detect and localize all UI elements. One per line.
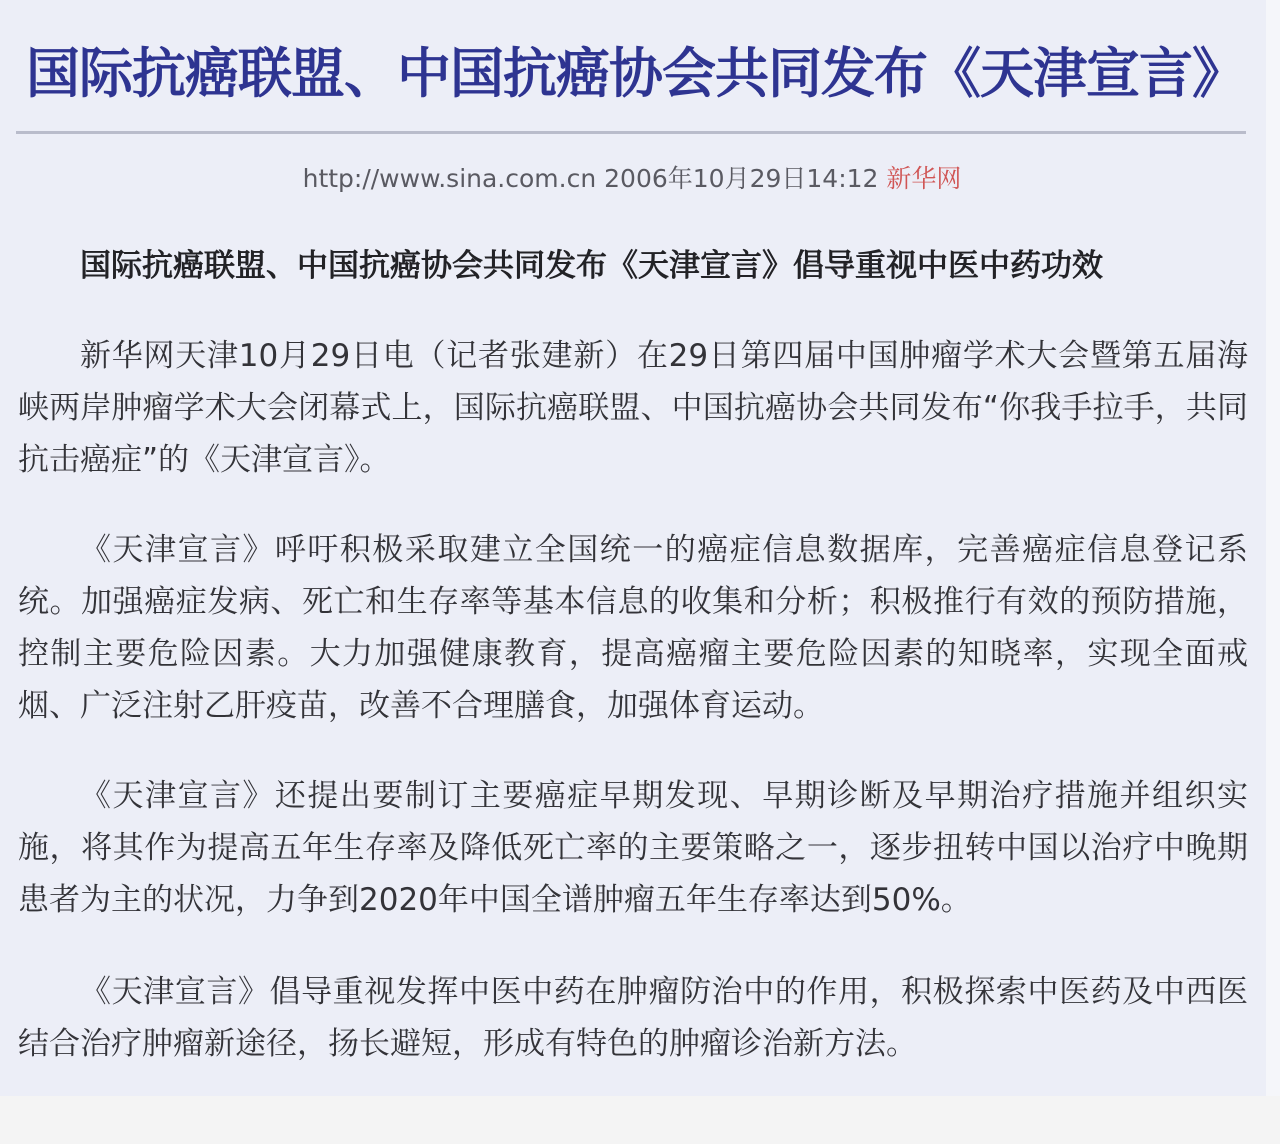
article-subtitle: 国际抗癌联盟、中国抗癌协会共同发布《天津宣言》倡导重视中医中药功效 <box>80 248 1103 284</box>
page-scroll-edge[interactable] <box>1266 0 1280 1096</box>
headline-divider <box>16 131 1246 134</box>
article-paragraph-4: 《天津宣言》倡导重视发挥中医中药在肿瘤防治中的作用，积极探索中医药及中西医结合治疗肿瘤新途径，扬长避短，形成有特色的肿瘤诊治新方法。 <box>18 974 1248 1062</box>
article-paragraph-1: 新华网天津10月29日电（记者张建新）在29日第四届中国肿瘤学术大会暨第五届海峡两岸肿瘤学术大会闭幕式上，国际抗癌联盟、中国抗癌协会共同发布“你我手拉手，共同抗击癌症”的《天津宣言》。 <box>18 338 1248 478</box>
bottom-bar <box>0 1096 1280 1144</box>
article-meta <box>0 160 1264 198</box>
article-paragraph-3: 《天津宣言》还提出要制订主要癌症早期发现、早期诊断及早期治疗措施并组织实施，将其作为提高五年生存率及降低死亡率的主要策略之一，逐步扭转中国以治疗中晚期患者为主的状况，力争到2020年中国全谱肿瘤五年生存率达到50%。 <box>18 778 1248 918</box>
meta-url-date: http://www.sina.com.cn 2006年10月29日14:12 <box>302 164 879 193</box>
meta-source-link[interactable]: 新华网 <box>886 164 962 193</box>
article-headline: 国际抗癌联盟、中国抗癌协会共同发布《天津宣言》 <box>26 42 1245 105</box>
article-paragraph-2: 《天津宣言》呼吁积极采取建立全国统一的癌症信息数据库，完善癌症信息登记系统。加强癌症发病、死亡和生存率等基本信息的收集和分析；积极推行有效的预防措施，控制主要危险因素。大力加强健康教育，提高癌瘤主要危险因素的知晓率，实现全面戒烟、广泛注射乙肝疫苗，改善不合理膳食，加强体育运动。 <box>18 532 1248 724</box>
